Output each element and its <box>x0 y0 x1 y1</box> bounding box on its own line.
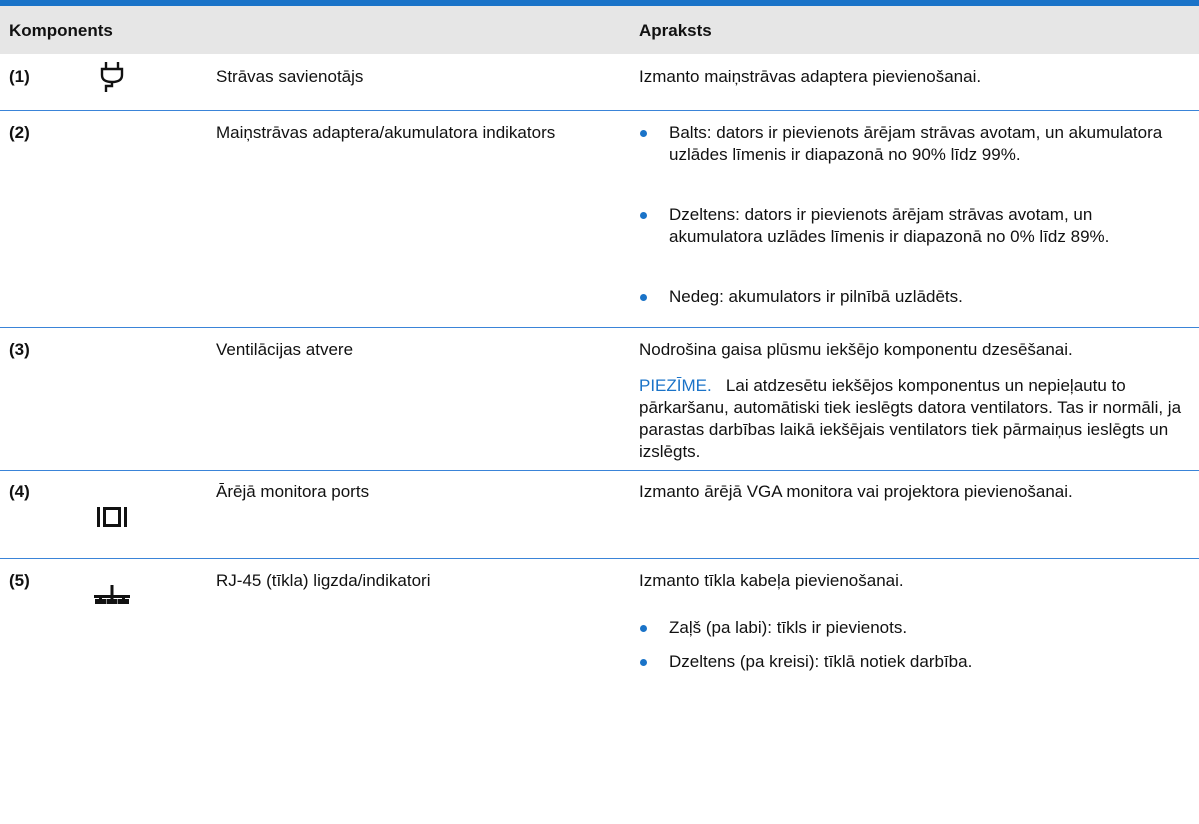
bullet-text: Dzeltens: dators ir pievienots ārējam strāvas avotam, un akumulatora uzlādes līmenis ir diapazonā no 0% līdz 89%. <box>669 205 1110 246</box>
monitor-port-icon <box>97 507 127 527</box>
component-name: Ventilācijas atvere <box>216 340 354 359</box>
component-name: Maiņstrāvas adaptera/akumulatora indikators <box>216 123 556 142</box>
bullet-dot <box>640 625 647 632</box>
bullet-text: Zaļš (pa labi): tīkls ir pievienots. <box>669 618 908 637</box>
row-divider <box>0 327 1199 328</box>
row-number: (1) <box>9 67 30 86</box>
bullet-text: Nedeg: akumulators ir pilnībā uzlādēts. <box>669 287 963 306</box>
bullet-text: Balts: dators ir pievienots ārējam strāvas avotam, un akumulatora uzlādes līmenis ir diapazonā no 90% līdz 99%. <box>669 123 1163 164</box>
bullet-dot <box>640 212 647 219</box>
column-header-component: Komponents <box>9 21 113 40</box>
note-text: Lai atdzesētu iekšējos komponentus un nepieļautu to pārkaršanu, automātiski tiek ieslēgts datora ventilators. Tas ir normāli, ja parastas darbības laikā iekšējais ventilators tiek pārmaiņus ieslēgts un izslēgts. <box>639 376 1182 461</box>
component-name: RJ-45 (tīkla) ligzda/indikatori <box>216 571 431 590</box>
bullet-dot <box>640 294 647 301</box>
note-block <box>639 375 1195 463</box>
network-jack-icon <box>94 585 130 605</box>
column-header-description: Apraksts <box>639 21 712 40</box>
component-description: Izmanto tīkla kabeļa pievienošanai. <box>639 571 904 590</box>
component-name: Ārējā monitora ports <box>216 482 370 501</box>
row-number: (3) <box>9 340 30 359</box>
bullet-dot <box>640 659 647 666</box>
component-description: Izmanto ārējā VGA monitora vai projektora pievienošanai. <box>639 482 1073 501</box>
row-divider <box>0 110 1199 111</box>
component-description: Nodrošina gaisa plūsmu iekšējo komponentu dzesēšanai. <box>639 340 1073 359</box>
row-number: (5) <box>9 571 30 590</box>
bullet-dot <box>640 130 647 137</box>
row-number: (2) <box>9 123 30 142</box>
component-description: Izmanto maiņstrāvas adaptera pievienošanai. <box>639 67 982 86</box>
row-divider <box>0 558 1199 559</box>
note-label: PIEZĪME. <box>639 376 712 395</box>
component-name: Strāvas savienotājs <box>216 67 364 86</box>
table-header <box>0 6 1199 54</box>
bullet-text: Dzeltens (pa kreisi): tīklā notiek darbība. <box>669 652 973 671</box>
row-number: (4) <box>9 482 30 501</box>
row-divider <box>0 470 1199 471</box>
power-plug-icon <box>100 61 124 93</box>
